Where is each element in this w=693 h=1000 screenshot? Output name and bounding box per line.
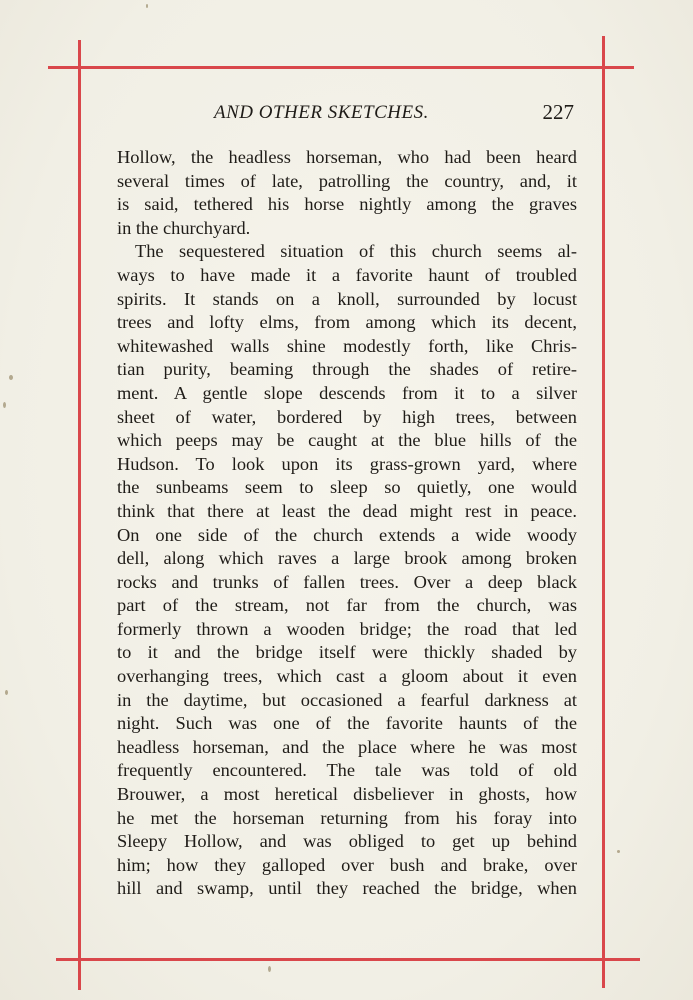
frame-rule-right — [602, 36, 605, 988]
text-line: to it and the bridge itself were thickly shaded by — [117, 642, 577, 663]
text-line: headless horseman, and the place where he was most — [117, 736, 577, 757]
text-line: the sunbeams seem to sleep so quietly, one would — [117, 477, 577, 498]
text-line: formerly thrown a wooden bridge; the road that led — [117, 618, 577, 639]
text-line: frequently encountered. The tale was told of old — [117, 760, 577, 781]
text-line: hill and swamp, until they reached the bridge, when — [117, 878, 577, 899]
text-line: whitewashed walls shine modestly forth, like Chris- — [117, 335, 577, 356]
text-line: several times of late, patrolling the country, and, it — [117, 170, 577, 191]
paper-speck — [146, 4, 148, 8]
text-line: night. Such was one of the favorite haunts of the — [117, 713, 577, 734]
text-line: he met the horseman returning from his foray into — [117, 807, 577, 828]
frame-rule-bottom — [56, 958, 640, 961]
text-line: which peeps may be caught at the blue hills of the — [117, 430, 577, 451]
paper-speck — [617, 850, 620, 853]
text-line: trees and lofty elms, from among which its decent, — [117, 312, 577, 333]
frame-rule-top — [48, 66, 634, 69]
text-line: in the daytime, but occasioned a fearful darkness at — [117, 689, 577, 710]
paper-speck — [3, 402, 6, 408]
text-line: rocks and trunks of fallen trees. Over a deep black — [117, 571, 577, 592]
text-line: think that there at least the dead might rest in peace. — [117, 500, 577, 521]
text-line: him; how they galloped over bush and brake, over — [117, 854, 577, 875]
frame-rule-left — [78, 40, 81, 990]
paper-speck — [268, 966, 271, 972]
text-line: ment. A gentle slope descends from it to a silver — [117, 382, 577, 403]
page-header — [118, 100, 576, 130]
text-line: The sequestered situation of this church seems al- — [135, 241, 577, 262]
text-line: tian purity, beaming through the shades of retire- — [117, 359, 577, 380]
paper-speck — [5, 690, 8, 695]
text-line: Sleepy Hollow, and was obliged to get up behind — [117, 831, 577, 852]
text-line: ways to have made it a favorite haunt of troubled — [117, 264, 577, 285]
text-line: spirits. It stands on a knoll, surrounded by locust — [117, 288, 577, 309]
paper-speck — [9, 375, 13, 380]
text-line: overhanging trees, which cast a gloom about it even — [117, 666, 577, 687]
text-line: part of the stream, not far from the church, was — [117, 595, 577, 616]
text-line: is said, tethered his horse nightly among the graves — [117, 194, 577, 215]
running-title: AND OTHER SKETCHES. — [214, 102, 429, 123]
text-line: in the churchyard. — [117, 217, 251, 238]
text-line: sheet of water, bordered by high trees, between — [117, 406, 577, 427]
text-line: Brouwer, a most heretical disbeliever in ghosts, how — [117, 784, 577, 805]
text-line: Hudson. To look upon its grass-grown yard, where — [117, 453, 577, 474]
body-text — [117, 146, 577, 901]
page-number: 227 — [542, 100, 574, 124]
text-line: dell, along which raves a large brook among broken — [117, 548, 577, 569]
text-line: On one side of the church extends a wide woody — [117, 524, 577, 545]
text-line: Hollow, the headless horseman, who had been heard — [117, 147, 577, 167]
